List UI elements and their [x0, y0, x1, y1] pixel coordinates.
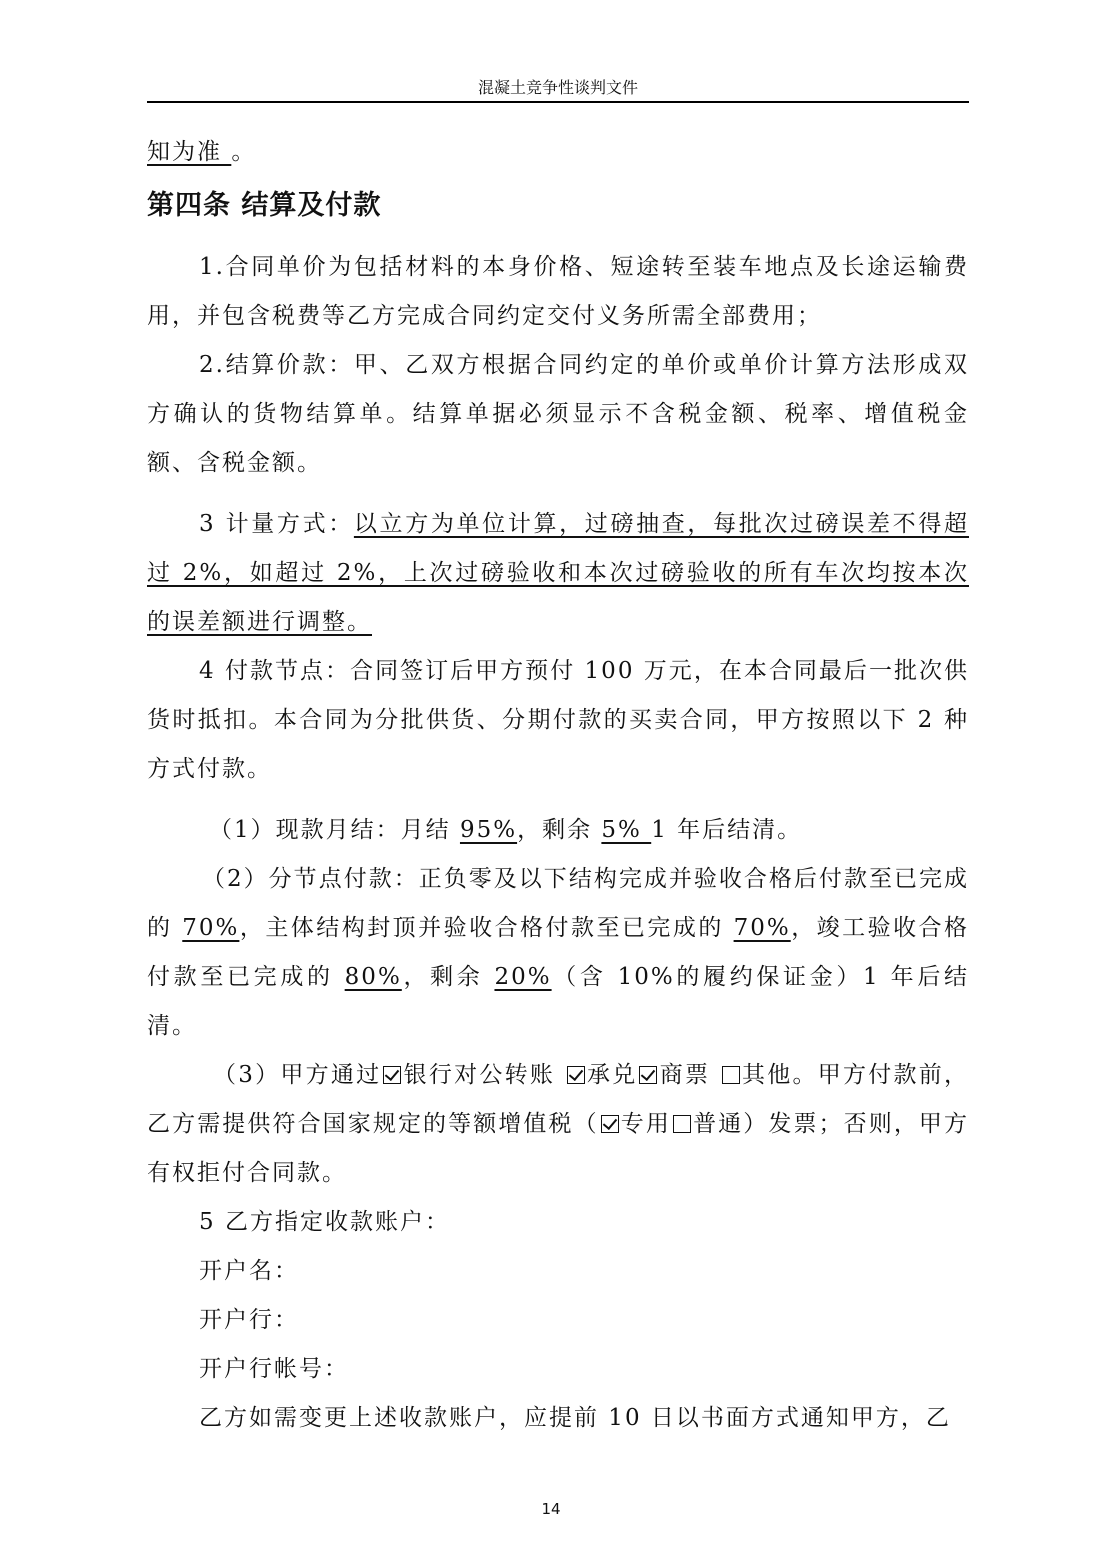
checkbox-bank-transfer-icon — [383, 1066, 401, 1084]
checkbox-general-invoice-icon — [673, 1115, 691, 1133]
monthly-percent: 95% — [459, 817, 518, 843]
lead-underlined: 知为准 — [147, 139, 232, 165]
lead-line — [147, 128, 969, 177]
clause-4: 4 付款节点：合同签订后甲方预付 100 万元，在本合同最后一批次供货时抵扣。本合同为分批供货、分期付款的买卖合同，甲方按照以下 2 种方式付款。 — [147, 658, 969, 782]
lead-end: 。 — [231, 139, 257, 165]
document-body — [147, 128, 969, 1443]
account-number-label: 开户行帐号： — [199, 1356, 349, 1382]
payment-option-1: （1）现款月结：月结 95%，剩余 5% 1 年后结清。 — [209, 817, 803, 843]
page-number: 14 — [541, 1500, 561, 1518]
payment-option-3: （3）甲方通过 银行对公转账 承兑 商票 其他。甲方付款前，乙方需提供符合国家规定的等额增值税（ 专用 普通）发票；否则，甲方有权拒付合同款。 — [147, 1062, 970, 1186]
account-bank-label: 开户行： — [199, 1307, 299, 1333]
clause-3-label: 3 计量方式： — [199, 511, 354, 537]
remaining-percent: 5% — [601, 817, 652, 843]
clause-5: 5 乙方指定收款账户： — [199, 1209, 450, 1235]
checkbox-special-invoice-icon — [601, 1115, 619, 1133]
account-name-label: 开户名： — [199, 1258, 299, 1284]
payment-option-2: （2）分节点付款：正负零及以下结构完成并验收合格后付款至已完成的 70%，主体结构封顶并验收合格付款至已完成的 70%，竣工验收合格付款至已完成的 80%，剩余 20%（含 10%的履约保证金）1 年后结清。 — [147, 866, 970, 1039]
clause-3-measurement: 以立方为单位计算，过磅抽查，每批次过磅误差不得超过 2%，如超过 2%，上次过磅验收和本次过磅验收的所有车次均按本次的误差额进行调整。 — [147, 511, 969, 635]
clause-1: 1.合同单价为包括材料的本身价格、短途转至装车地点及长途运输费用，并包含税费等乙方完成合同约定交付义务所需全部费用； — [147, 254, 969, 329]
section-heading: 第四条 结算及付款 — [147, 190, 382, 221]
checkbox-commercial-bill-icon — [639, 1066, 657, 1084]
checkbox-other-icon — [722, 1066, 740, 1084]
header-divider — [147, 101, 969, 103]
clause-2: 2.结算价款：甲、乙双方根据合同约定的单价或单价计算方法形成双方确认的货物结算单。结算单据必须显示不含税金额、税率、增值税金额、含税金额。 — [147, 352, 969, 476]
checkbox-acceptance-icon — [567, 1066, 585, 1084]
document-header: 混凝土竞争性谈判文件 — [477, 78, 638, 97]
account-change-clause: 乙方如需变更上述收款账户，应提前 10 日以书面方式通知甲方，乙 — [199, 1405, 951, 1431]
clause-3 — [147, 500, 969, 647]
